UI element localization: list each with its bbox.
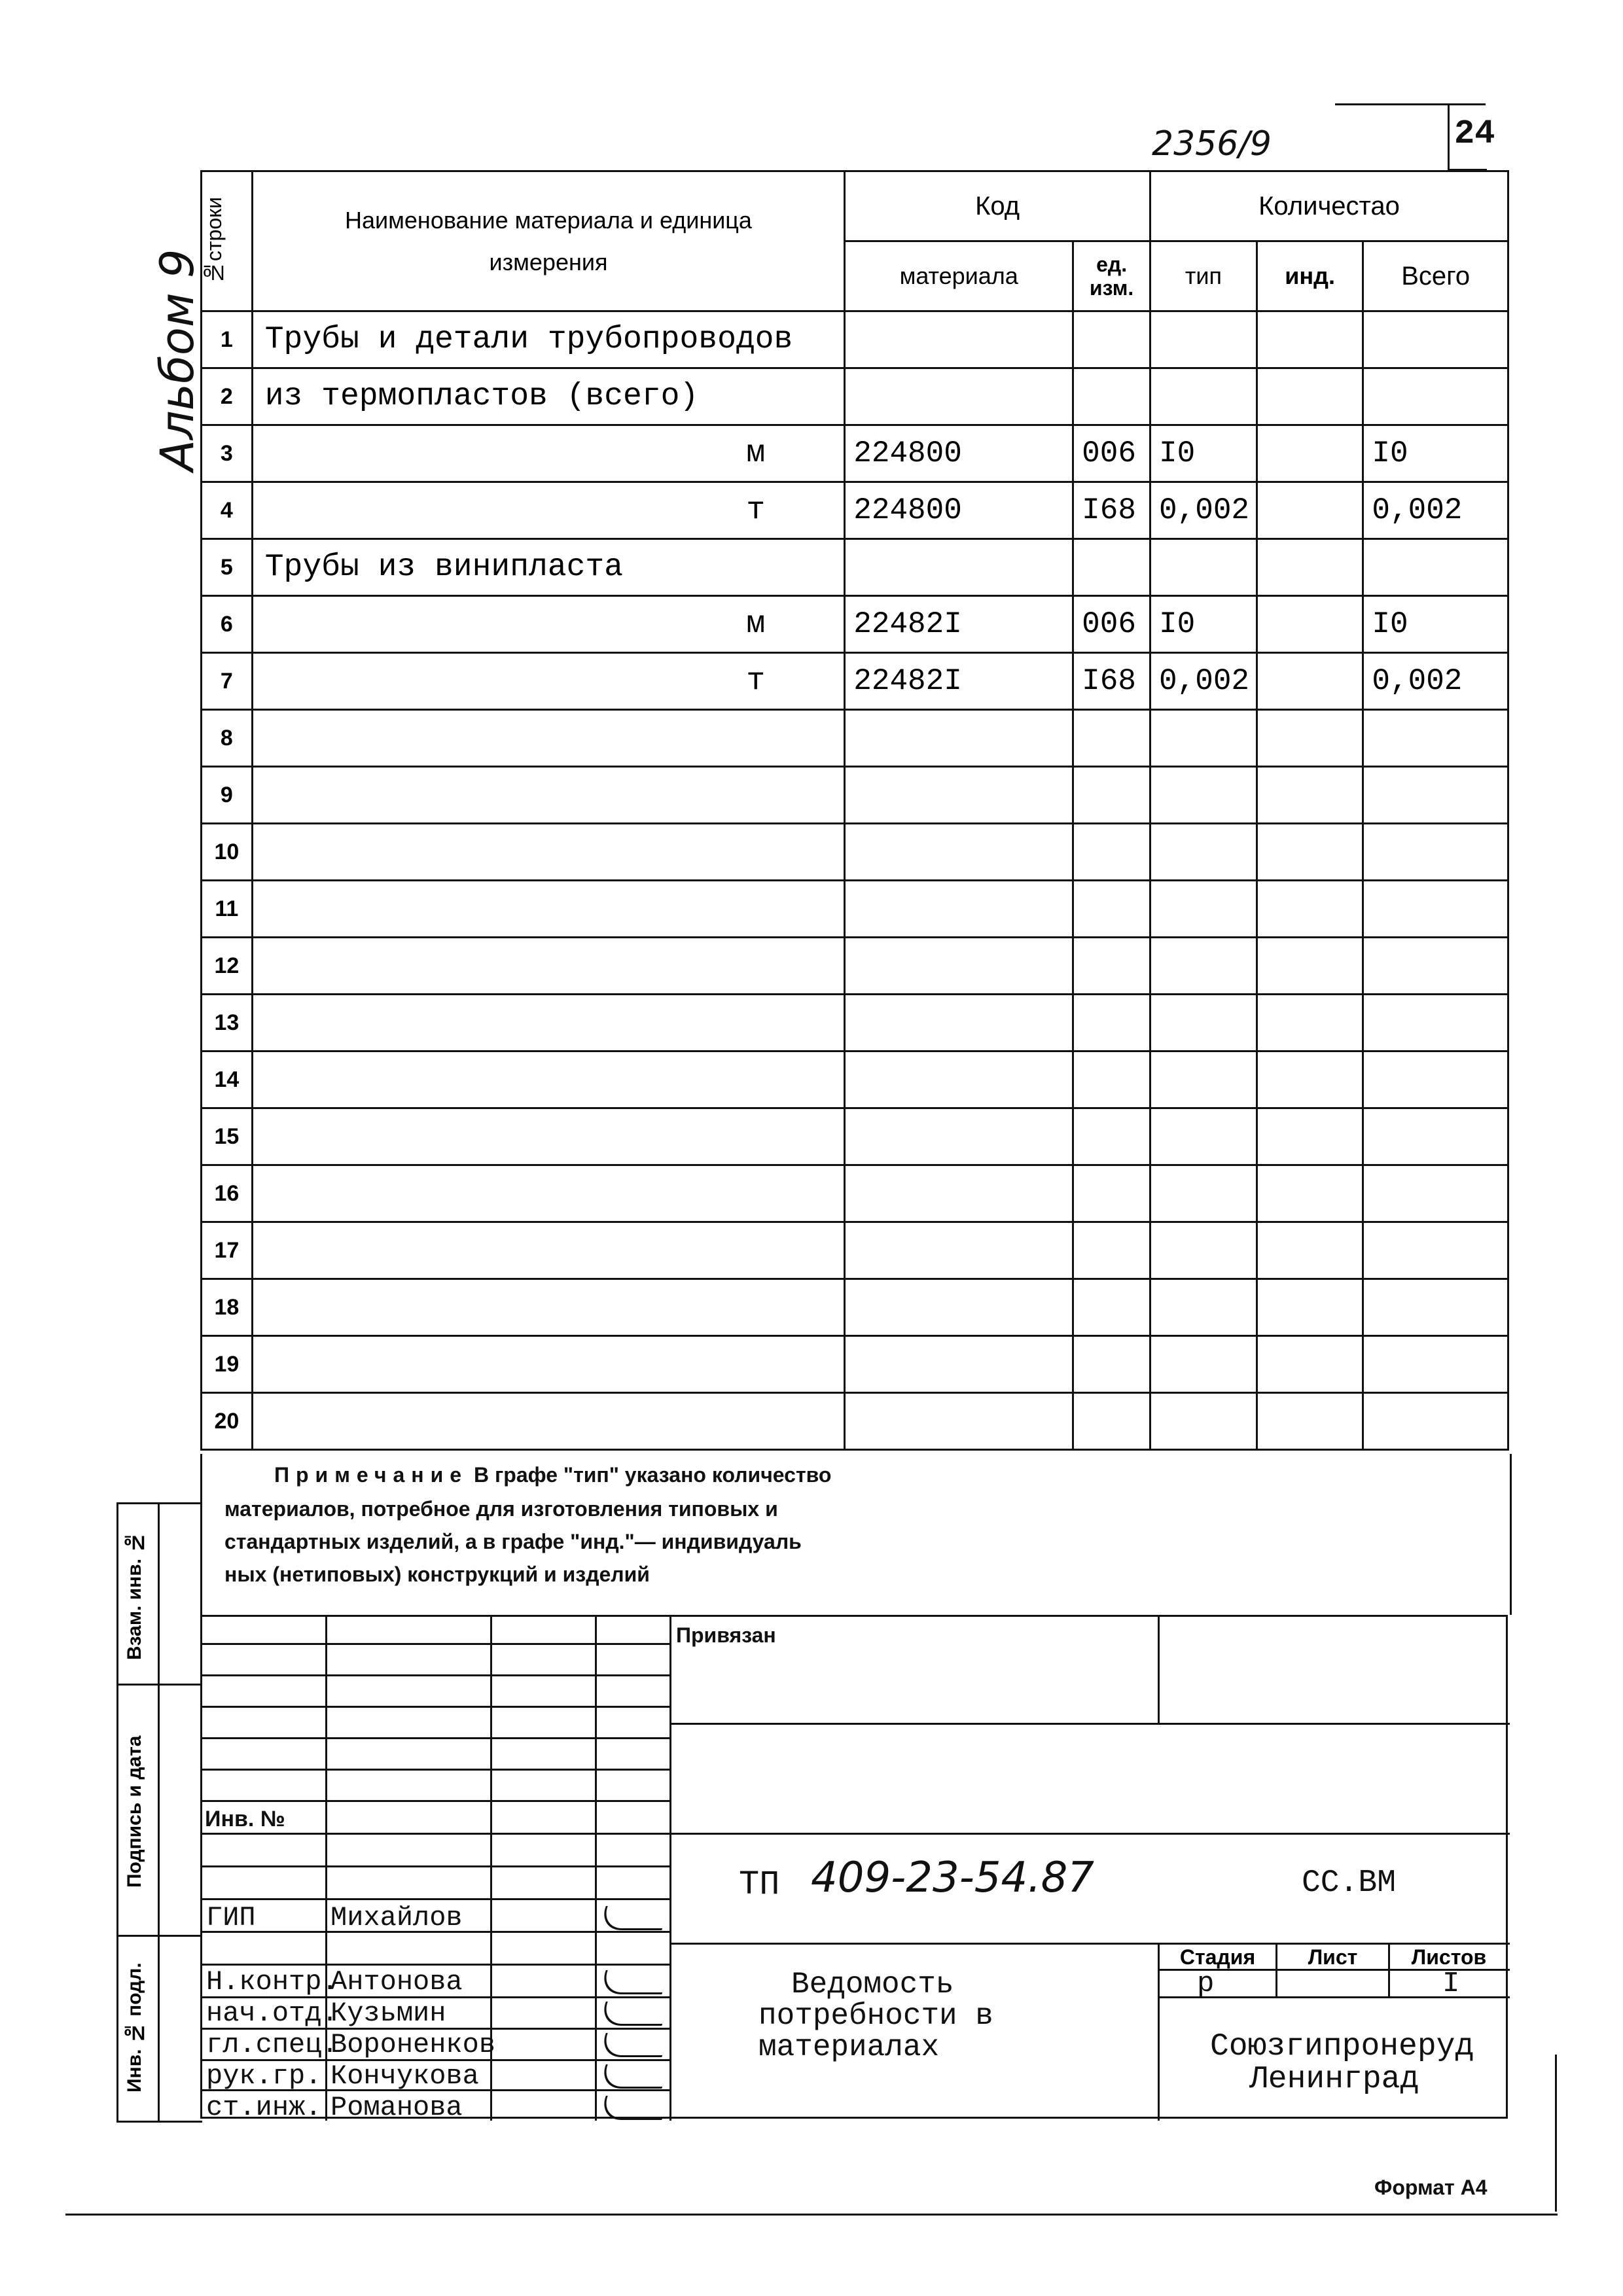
qty-ind xyxy=(1257,368,1363,425)
note-title: Примечание xyxy=(274,1463,469,1487)
sheet-label: Лист xyxy=(1308,1945,1358,1969)
top-rule xyxy=(1335,103,1486,105)
qty-typ: 0,002 xyxy=(1150,482,1257,539)
material-name xyxy=(252,824,844,881)
doc-code: 2356/9 xyxy=(1152,124,1272,164)
signer-name: Вороненков xyxy=(330,2029,496,2060)
qty-ind xyxy=(1257,881,1363,938)
material-name-text: из термопластов (всего) xyxy=(264,379,699,414)
project-number: 409-23-54.87 xyxy=(811,1854,1094,1902)
qty-total xyxy=(1363,938,1508,995)
material-code xyxy=(845,938,1073,995)
table-row xyxy=(202,881,1508,938)
inv-no-label: Инв. № xyxy=(205,1807,285,1831)
bottom-rule xyxy=(65,2214,1558,2216)
side-label-podpis: Подпись и дата xyxy=(124,1735,145,1888)
materials-table xyxy=(200,170,1509,1451)
material-code xyxy=(845,1051,1073,1108)
material-name xyxy=(252,881,844,938)
material-name-text: Трубы и детали трубопроводов xyxy=(264,322,793,357)
qty-ind xyxy=(1257,482,1363,539)
row-number: 14 xyxy=(202,1051,253,1108)
qty-ind xyxy=(1257,710,1363,767)
unit-code xyxy=(1073,368,1150,425)
qty-total xyxy=(1363,539,1508,596)
unit-code xyxy=(1073,1051,1150,1108)
qty-typ xyxy=(1150,311,1257,368)
material-code xyxy=(845,767,1073,824)
material-code xyxy=(845,311,1073,368)
material-code xyxy=(845,1336,1073,1393)
header-row-no: №строки xyxy=(202,171,253,311)
qty-typ xyxy=(1150,824,1257,881)
qty-typ xyxy=(1150,710,1257,767)
material-name xyxy=(252,311,844,368)
material-code xyxy=(845,368,1073,425)
header-total: Всего xyxy=(1363,241,1508,311)
qty-ind xyxy=(1257,1336,1363,1393)
table-row xyxy=(202,995,1508,1051)
format-label: Формат А4 xyxy=(1374,2176,1488,2199)
material-name xyxy=(252,1279,844,1336)
table-row xyxy=(202,1165,1508,1222)
qty-ind xyxy=(1257,1279,1363,1336)
qty-typ xyxy=(1150,1165,1257,1222)
table-row xyxy=(202,425,1508,482)
row-number: 19 xyxy=(202,1336,253,1393)
qty-typ: I0 xyxy=(1150,596,1257,653)
material-name xyxy=(252,995,844,1051)
sheet-number-box xyxy=(1448,103,1450,169)
qty-total xyxy=(1363,1222,1508,1279)
table-row xyxy=(202,824,1508,881)
table-row xyxy=(202,311,1508,368)
material-code xyxy=(845,1222,1073,1279)
qty-ind xyxy=(1257,1222,1363,1279)
qty-typ xyxy=(1150,1108,1257,1165)
qty-typ xyxy=(1150,1222,1257,1279)
row-number: 18 xyxy=(202,1279,253,1336)
material-name xyxy=(252,1165,844,1222)
right-margin-rule xyxy=(1555,2055,1557,2212)
qty-typ xyxy=(1150,1393,1257,1450)
qty-total xyxy=(1363,824,1508,881)
header-material: материала xyxy=(845,241,1073,311)
header-unit: ед. изм. xyxy=(1073,241,1150,311)
row-number: 17 xyxy=(202,1222,253,1279)
row-number: 2 xyxy=(202,368,253,425)
row-number: 7 xyxy=(202,653,253,710)
row-number: 5 xyxy=(202,539,253,596)
qty-total: I0 xyxy=(1363,596,1508,653)
qty-total xyxy=(1363,368,1508,425)
qty-total xyxy=(1363,767,1508,824)
qty-ind xyxy=(1257,938,1363,995)
note-block xyxy=(200,1454,1512,1615)
material-code xyxy=(845,881,1073,938)
qty-ind xyxy=(1257,1108,1363,1165)
qty-total xyxy=(1363,1336,1508,1393)
unit-code xyxy=(1073,1222,1150,1279)
unit-code: I68 xyxy=(1073,653,1150,710)
material-code xyxy=(845,1279,1073,1336)
table-row xyxy=(202,1336,1508,1393)
signature-scribble xyxy=(597,2033,670,2057)
material-name xyxy=(252,482,844,539)
unit-code: 006 xyxy=(1073,425,1150,482)
qty-total xyxy=(1363,1165,1508,1222)
row-number: 4 xyxy=(202,482,253,539)
table-row xyxy=(202,596,1508,653)
row-number: 1 xyxy=(202,311,253,368)
material-name xyxy=(252,1222,844,1279)
unit-name: т xyxy=(746,493,766,528)
unit-name: м xyxy=(746,607,766,642)
doc-title-2: потребности в xyxy=(758,1999,993,2033)
row-number: 11 xyxy=(202,881,253,938)
qty-typ xyxy=(1150,767,1257,824)
material-code xyxy=(845,824,1073,881)
doc-title-1: Ведомость xyxy=(791,1968,954,2002)
unit-code xyxy=(1073,1393,1150,1450)
signature-scribble xyxy=(597,1906,670,1930)
qty-typ xyxy=(1150,1336,1257,1393)
qty-typ xyxy=(1150,539,1257,596)
unit-code xyxy=(1073,1279,1150,1336)
signer-role: ст.инж. xyxy=(206,2092,322,2123)
sheets-value: I xyxy=(1442,1968,1460,2000)
material-name xyxy=(252,1051,844,1108)
side-label-inv: Инв. № подл. xyxy=(124,1962,145,2093)
table-row xyxy=(202,1393,1508,1450)
qty-typ xyxy=(1150,1279,1257,1336)
qty-total xyxy=(1363,1393,1508,1450)
material-name xyxy=(252,596,844,653)
qty-typ: I0 xyxy=(1150,425,1257,482)
material-name xyxy=(252,425,844,482)
unit-code xyxy=(1073,1336,1150,1393)
material-code xyxy=(845,995,1073,1051)
row-number: 12 xyxy=(202,938,253,995)
signer-role: Н.контр. xyxy=(206,1966,338,1998)
stage-label: Стадия xyxy=(1179,1945,1256,1969)
qty-typ xyxy=(1150,995,1257,1051)
project-suffix: СС.ВМ xyxy=(1302,1865,1397,1901)
qty-ind xyxy=(1257,596,1363,653)
row-number: 10 xyxy=(202,824,253,881)
material-name xyxy=(252,368,844,425)
signer-role: ГИП xyxy=(206,1902,256,1934)
row-number: 20 xyxy=(202,1393,253,1450)
material-code xyxy=(845,710,1073,767)
privyazan-label: Привязан xyxy=(676,1623,776,1647)
project-prefix: ТП xyxy=(739,1865,780,1904)
material-code xyxy=(845,1165,1073,1222)
signer-name: Кончукова xyxy=(330,2060,479,2092)
material-name xyxy=(252,653,844,710)
unit-code xyxy=(1073,539,1150,596)
unit-code xyxy=(1073,1108,1150,1165)
unit-code: I68 xyxy=(1073,482,1150,539)
qty-ind xyxy=(1257,1393,1363,1450)
qty-typ xyxy=(1150,1051,1257,1108)
table-row xyxy=(202,482,1508,539)
unit-code xyxy=(1073,311,1150,368)
header-row-1 xyxy=(202,171,1508,241)
material-code xyxy=(845,1393,1073,1450)
qty-total xyxy=(1363,1279,1508,1336)
signature-scribble xyxy=(597,2096,670,2120)
table-row xyxy=(202,368,1508,425)
header-quantity: Количестао xyxy=(1150,171,1508,241)
qty-total xyxy=(1363,881,1508,938)
material-name xyxy=(252,539,844,596)
material-code xyxy=(845,539,1073,596)
row-number: 8 xyxy=(202,710,253,767)
table-body xyxy=(202,311,1508,1450)
table-row xyxy=(202,653,1508,710)
material-code xyxy=(845,1108,1073,1165)
material-name xyxy=(252,938,844,995)
signer-name: Антонова xyxy=(330,1966,463,1998)
table-row xyxy=(202,1051,1508,1108)
header-typ: тип xyxy=(1150,241,1257,311)
note-line-4: ных (нетиповых) конструкций и изделий xyxy=(224,1563,650,1586)
table-row xyxy=(202,539,1508,596)
unit-code xyxy=(1073,710,1150,767)
sheets-label: Листов xyxy=(1411,1945,1487,1969)
qty-ind xyxy=(1257,311,1363,368)
signature-scribble xyxy=(597,2002,670,2026)
qty-total: 0,002 xyxy=(1363,653,1508,710)
qty-ind xyxy=(1257,824,1363,881)
note-line-1: В графе "тип" указано количество xyxy=(468,1463,832,1487)
org-line-2: Ленинград xyxy=(1249,2062,1419,2097)
stage-value: р xyxy=(1197,1968,1215,2000)
material-code: 224800 xyxy=(845,425,1073,482)
qty-ind xyxy=(1257,1165,1363,1222)
signer-name: Романова xyxy=(330,2092,463,2123)
row-number: 16 xyxy=(202,1165,253,1222)
qty-ind xyxy=(1257,539,1363,596)
table-row xyxy=(202,1222,1508,1279)
row-number: 13 xyxy=(202,995,253,1051)
side-label-vzam: Взам. инв. № xyxy=(124,1531,145,1661)
signer-name: Кузьмин xyxy=(330,1998,446,2029)
row-number: 3 xyxy=(202,425,253,482)
doc-title-3: материалах xyxy=(758,2030,940,2064)
note-line-2: материалов, потребное для изготовления типовых и xyxy=(224,1497,778,1521)
qty-total: I0 xyxy=(1363,425,1508,482)
unit-code xyxy=(1073,767,1150,824)
row-number: 9 xyxy=(202,767,253,824)
signer-role: нач.отд. xyxy=(206,1998,338,2029)
qty-ind xyxy=(1257,767,1363,824)
qty-ind xyxy=(1257,653,1363,710)
material-name xyxy=(252,1108,844,1165)
material-code: 224800 xyxy=(845,482,1073,539)
album-label: Альбом 9 xyxy=(151,249,204,471)
qty-ind xyxy=(1257,1051,1363,1108)
material-name xyxy=(252,710,844,767)
signature-scribble xyxy=(597,2064,670,2089)
unit-code xyxy=(1073,995,1150,1051)
table-row xyxy=(202,1108,1508,1165)
table-row xyxy=(202,710,1508,767)
signer-role: рук.гр. xyxy=(206,2060,322,2092)
table-row xyxy=(202,1279,1508,1336)
header-code: Код xyxy=(845,171,1150,241)
title-block xyxy=(200,1615,1508,2123)
table-row xyxy=(202,938,1508,995)
material-code: 22482I xyxy=(845,653,1073,710)
sheet-number: 24 xyxy=(1454,115,1495,153)
qty-total: 0,002 xyxy=(1363,482,1508,539)
unit-code: 006 xyxy=(1073,596,1150,653)
qty-total xyxy=(1363,995,1508,1051)
qty-total xyxy=(1363,311,1508,368)
material-name xyxy=(252,1336,844,1393)
qty-total xyxy=(1363,1051,1508,1108)
row-number: 6 xyxy=(202,596,253,653)
qty-ind xyxy=(1257,995,1363,1051)
unit-name: м xyxy=(746,436,766,471)
qty-total xyxy=(1363,710,1508,767)
qty-total xyxy=(1363,1108,1508,1165)
note-line-3: стандартных изделий, а в графе "инд."— индивидуаль xyxy=(224,1530,802,1553)
unit-code xyxy=(1073,938,1150,995)
org-line-1: Союзгипронеруд xyxy=(1210,2029,1474,2064)
header-ind: инд. xyxy=(1257,241,1363,311)
signer-name: Михайлов xyxy=(330,1902,463,1934)
qty-typ xyxy=(1150,368,1257,425)
qty-typ: 0,002 xyxy=(1150,653,1257,710)
header-name: Наименование материала и единица измерения xyxy=(252,171,844,311)
unit-code xyxy=(1073,1165,1150,1222)
signature-scribble xyxy=(597,1970,670,1994)
material-name xyxy=(252,1393,844,1450)
qty-ind xyxy=(1257,425,1363,482)
row-number: 15 xyxy=(202,1108,253,1165)
signer-role: гл.спец. xyxy=(206,2029,338,2060)
material-name-text: Трубы из винипласта xyxy=(264,550,624,585)
table-row xyxy=(202,767,1508,824)
side-stamp xyxy=(116,1502,202,2123)
unit-name: т xyxy=(746,663,766,699)
qty-typ xyxy=(1150,938,1257,995)
unit-code xyxy=(1073,824,1150,881)
material-name xyxy=(252,767,844,824)
unit-code xyxy=(1073,881,1150,938)
material-code: 22482I xyxy=(845,596,1073,653)
qty-typ xyxy=(1150,881,1257,938)
